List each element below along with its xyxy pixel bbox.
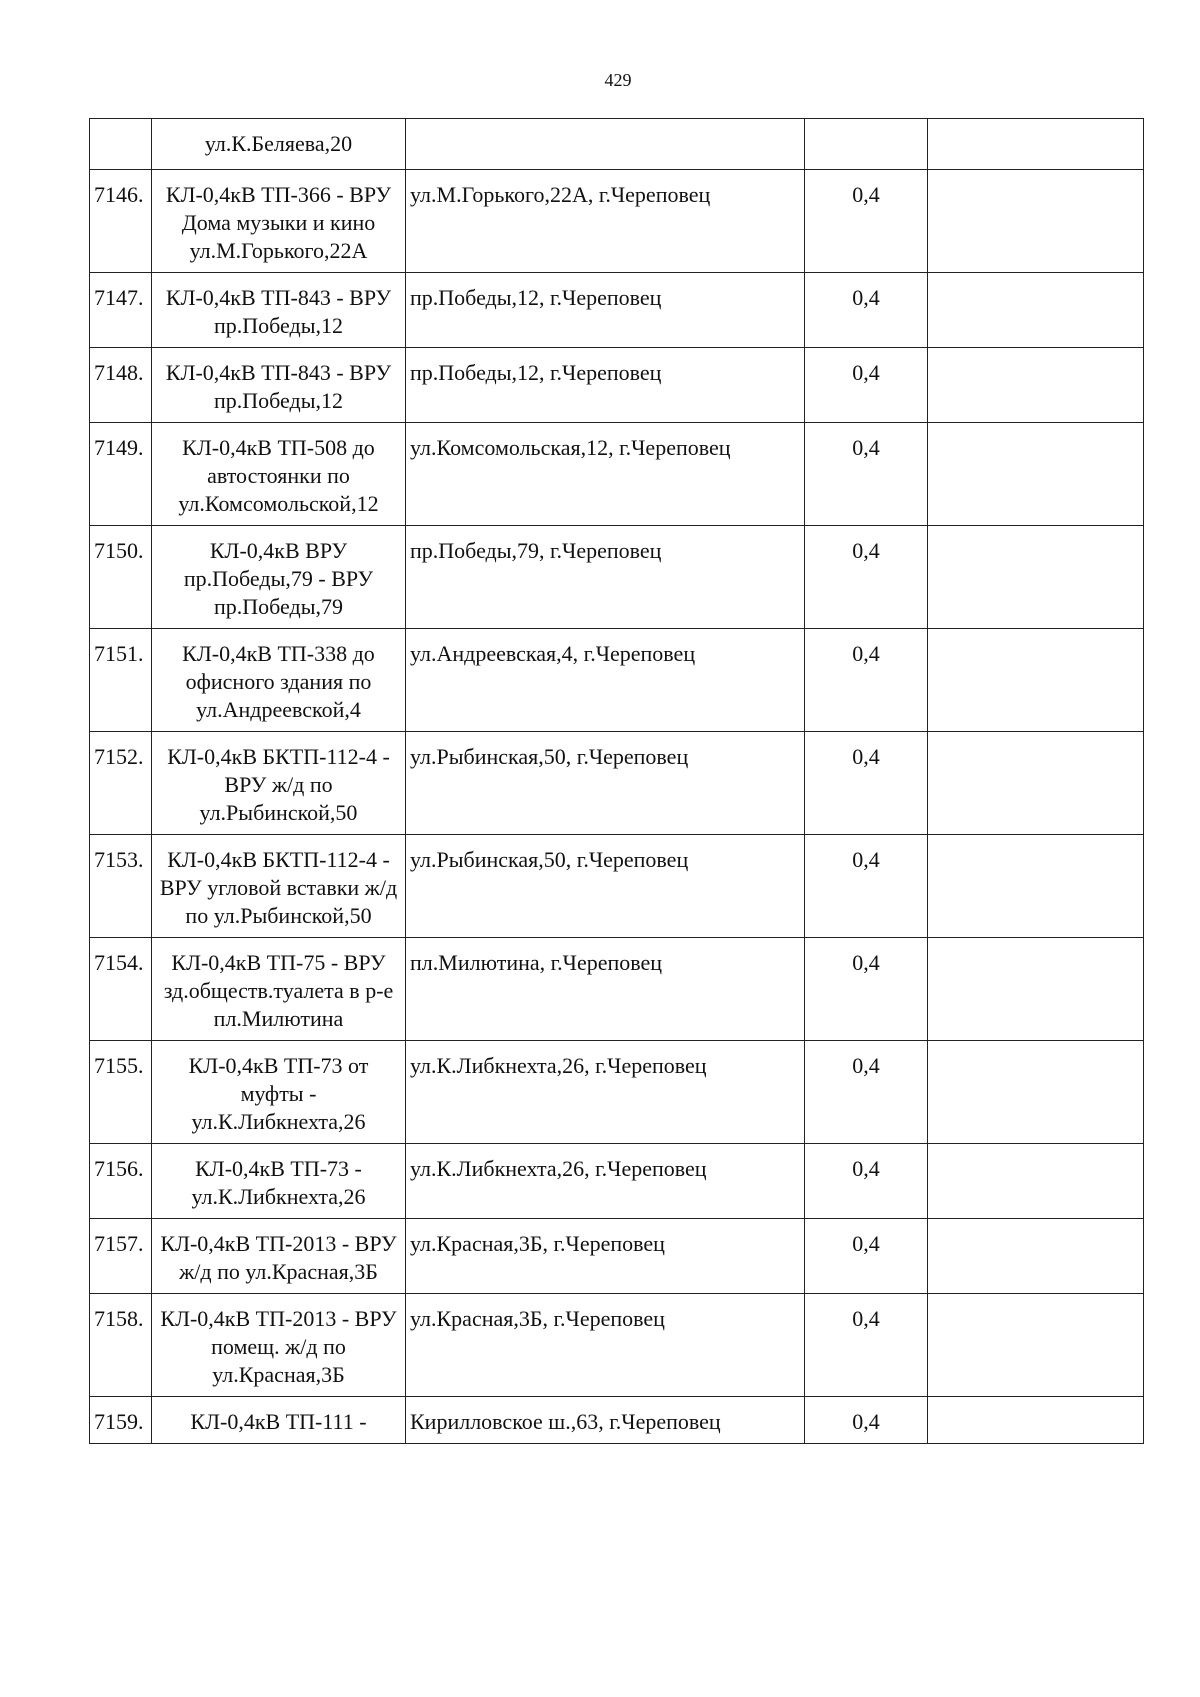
row-number-cell: 7158.	[90, 1294, 152, 1397]
row-number-cell: 7157.	[90, 1219, 152, 1294]
voltage-cell: 0,4	[805, 526, 928, 629]
address-cell: ул.Рыбинская,50, г.Череповец	[406, 835, 805, 938]
row-number-cell: 7150.	[90, 526, 152, 629]
notes-cell	[928, 1219, 1144, 1294]
address-cell: ул.Комсомольская,12, г.Череповец	[406, 423, 805, 526]
notes-cell	[928, 1294, 1144, 1397]
notes-cell	[928, 423, 1144, 526]
address-cell: ул.Рыбинская,50, г.Череповец	[406, 732, 805, 835]
voltage-cell: 0,4	[805, 629, 928, 732]
line-name-cell: КЛ-0,4кВ ТП-111 -	[152, 1397, 406, 1444]
table-row	[90, 1144, 1144, 1219]
line-name-cell: КЛ-0,4кВ ВРУ пр.Победы,79 - ВРУ пр.Победы,79	[152, 526, 406, 629]
voltage-cell: 0,4	[805, 1041, 928, 1144]
notes-cell	[928, 273, 1144, 348]
table-row	[90, 1041, 1144, 1144]
row-number-cell: 7152.	[90, 732, 152, 835]
notes-cell	[928, 835, 1144, 938]
notes-cell	[928, 629, 1144, 732]
address-cell: пл.Милютина, г.Череповец	[406, 938, 805, 1041]
table-row	[90, 629, 1144, 732]
line-name-cell: КЛ-0,4кВ БКТП-112-4 - ВРУ угловой вставки ж/д по ул.Рыбинской,50	[152, 835, 406, 938]
row-number-cell: 7148.	[90, 348, 152, 423]
line-name-cell: КЛ-0,4кВ БКТП-112-4 - ВРУ ж/д по ул.Рыбинской,50	[152, 732, 406, 835]
line-name-cell: КЛ-0,4кВ ТП-73 от муфты - ул.К.Либкнехта,26	[152, 1041, 406, 1144]
table-row	[90, 732, 1144, 835]
voltage-cell: 0,4	[805, 348, 928, 423]
line-name-cell: КЛ-0,4кВ ТП-843 - ВРУ пр.Победы,12	[152, 348, 406, 423]
notes-cell	[928, 1144, 1144, 1219]
address-cell: ул.Андреевская,4, г.Череповец	[406, 629, 805, 732]
voltage-cell: 0,4	[805, 170, 928, 273]
row-number-cell: 7154.	[90, 938, 152, 1041]
table-row	[90, 835, 1144, 938]
address-cell: Кирилловское ш.,63, г.Череповец	[406, 1397, 805, 1444]
table-row	[90, 170, 1144, 273]
notes-cell	[928, 1041, 1144, 1144]
cable-registry-table	[89, 118, 1144, 1444]
voltage-cell: 0,4	[805, 423, 928, 526]
notes-cell	[928, 348, 1144, 423]
notes-cell	[928, 1397, 1144, 1444]
line-name-cell: КЛ-0,4кВ ТП-2013 - ВРУ ж/д по ул.Красная,3Б	[152, 1219, 406, 1294]
line-name-cell: КЛ-0,4кВ ТП-75 - ВРУ зд.обществ.туалета в р-е пл.Милютина	[152, 938, 406, 1041]
table-row	[90, 348, 1144, 423]
notes-cell	[928, 732, 1144, 835]
address-cell: ул.К.Либкнехта,26, г.Череповец	[406, 1041, 805, 1144]
voltage-cell: 0,4	[805, 1144, 928, 1219]
voltage-cell: 0,4	[805, 1219, 928, 1294]
row-number-cell: 7156.	[90, 1144, 152, 1219]
row-number-cell: 7153.	[90, 835, 152, 938]
notes-cell	[928, 170, 1144, 273]
table-row	[90, 1397, 1144, 1444]
address-cell: ул.К.Либкнехта,26, г.Череповец	[406, 1144, 805, 1219]
voltage-cell: 0,4	[805, 835, 928, 938]
row-number-cell: 7146.	[90, 170, 152, 273]
table-row	[90, 938, 1144, 1041]
line-name-cell: КЛ-0,4кВ ТП-338 до офисного здания по ул.Андреевской,4	[152, 629, 406, 732]
table-row	[90, 1219, 1144, 1294]
line-name-cell: КЛ-0,4кВ ТП-366 - ВРУ Дома музыки и кино ул.М.Горького,22А	[152, 170, 406, 273]
table-row	[90, 526, 1144, 629]
row-number-cell: 7159.	[90, 1397, 152, 1444]
address-cell: ул.М.Горького,22А, г.Череповец	[406, 170, 805, 273]
page-number: 429	[604, 70, 632, 90]
row-number-cell: 7149.	[90, 423, 152, 526]
voltage-cell	[805, 119, 928, 170]
address-cell: пр.Победы,79, г.Череповец	[406, 526, 805, 629]
voltage-cell: 0,4	[805, 1294, 928, 1397]
table-row	[90, 273, 1144, 348]
address-cell: пр.Победы,12, г.Череповец	[406, 348, 805, 423]
voltage-cell: 0,4	[805, 732, 928, 835]
voltage-cell: 0,4	[805, 938, 928, 1041]
address-cell: ул.Красная,3Б, г.Череповец	[406, 1219, 805, 1294]
row-number-cell: 7151.	[90, 629, 152, 732]
address-cell: ул.Красная,3Б, г.Череповец	[406, 1294, 805, 1397]
table-row	[90, 423, 1144, 526]
line-name-cell: КЛ-0,4кВ ТП-2013 - ВРУ помещ. ж/д по ул.Красная,3Б	[152, 1294, 406, 1397]
line-name-cell: ул.К.Беляева,20	[152, 119, 406, 170]
row-number-cell	[90, 119, 152, 170]
line-name-cell: КЛ-0,4кВ ТП-508 до автостоянки по ул.Комсомольской,12	[152, 423, 406, 526]
voltage-cell: 0,4	[805, 273, 928, 348]
row-number-cell: 7155.	[90, 1041, 152, 1144]
table-row	[90, 119, 1144, 170]
notes-cell	[928, 526, 1144, 629]
row-number-cell: 7147.	[90, 273, 152, 348]
address-cell: пр.Победы,12, г.Череповец	[406, 273, 805, 348]
line-name-cell: КЛ-0,4кВ ТП-73 - ул.К.Либкнехта,26	[152, 1144, 406, 1219]
table-row	[90, 1294, 1144, 1397]
line-name-cell: КЛ-0,4кВ ТП-843 - ВРУ пр.Победы,12	[152, 273, 406, 348]
table-body	[90, 119, 1144, 1444]
voltage-cell: 0,4	[805, 1397, 928, 1444]
notes-cell	[928, 119, 1144, 170]
notes-cell	[928, 938, 1144, 1041]
address-cell	[406, 119, 805, 170]
